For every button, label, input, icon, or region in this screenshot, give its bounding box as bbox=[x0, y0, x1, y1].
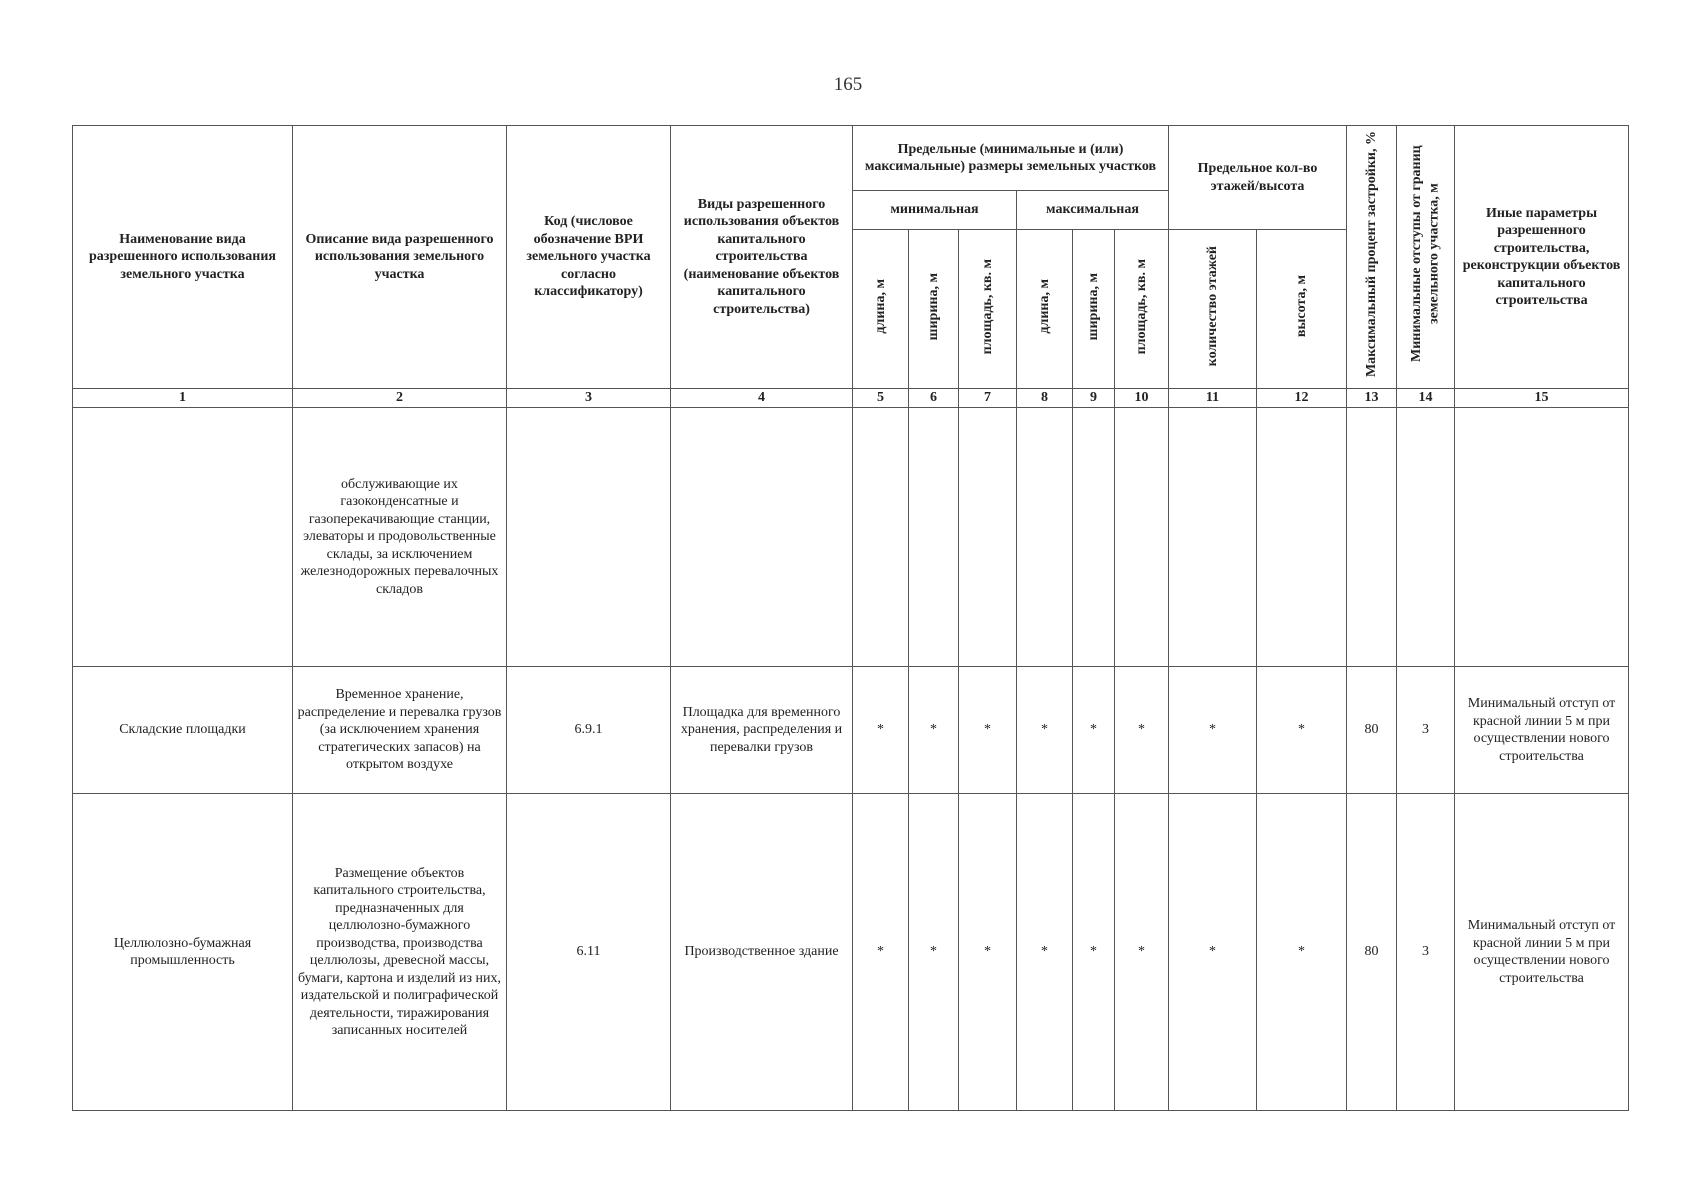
col-num: 14 bbox=[1397, 389, 1455, 408]
cell-oks: Площадка для временного хранения, распределения и перевалки грузов bbox=[671, 667, 853, 794]
cell-min-area: * bbox=[959, 667, 1017, 794]
cell-max-width bbox=[1073, 408, 1115, 667]
cell-coverage bbox=[1347, 408, 1397, 667]
header-min-setbacks: Минимальные отступы от границ земельного участка, м bbox=[1397, 126, 1455, 389]
cell-name bbox=[73, 408, 293, 667]
cell-height: * bbox=[1257, 667, 1347, 794]
table-row bbox=[73, 408, 1629, 667]
header-min-length: длина, м bbox=[853, 230, 909, 389]
cell-description: Размещение объектов капитального строительства, предназначенных для целлюлозно-бумажного производства, производства целлюлозы, древесной массы, бумаги, картона и изделий из них, издательской и полиграфической деятельности, тиражирования записанных носителей bbox=[293, 794, 507, 1111]
cell-min-width: * bbox=[909, 794, 959, 1111]
cell-min-area: * bbox=[959, 794, 1017, 1111]
cell-max-area: * bbox=[1115, 794, 1169, 1111]
cell-min-length: * bbox=[853, 794, 909, 1111]
header-minimum: минимальная bbox=[853, 191, 1017, 230]
col-num: 7 bbox=[959, 389, 1017, 408]
cell-floors bbox=[1169, 408, 1257, 667]
col-num: 9 bbox=[1073, 389, 1115, 408]
header-row-1 bbox=[73, 126, 1629, 191]
cell-min-area bbox=[959, 408, 1017, 667]
cell-max-width: * bbox=[1073, 794, 1115, 1111]
cell-height bbox=[1257, 408, 1347, 667]
header-plot-sizes: Предельные (минимальные и (или) максимальные) размеры земельных участков bbox=[853, 126, 1169, 191]
col-num: 2 bbox=[293, 389, 507, 408]
cell-setback: 3 bbox=[1397, 794, 1455, 1111]
header-maximum: максимальная bbox=[1017, 191, 1169, 230]
cell-other: Минимальный отступ от красной линии 5 м при осуществлении нового строительства bbox=[1455, 794, 1629, 1111]
cell-max-length: * bbox=[1017, 794, 1073, 1111]
cell-code: 6.9.1 bbox=[507, 667, 671, 794]
cell-description: Временное хранение, распределение и перевалка грузов (за исключением хранения стратегических запасов) на открытом воздухе bbox=[293, 667, 507, 794]
header-description: Описание вида разрешенного использования земельного участка bbox=[293, 126, 507, 389]
col-num: 6 bbox=[909, 389, 959, 408]
cell-code bbox=[507, 408, 671, 667]
col-num: 8 bbox=[1017, 389, 1073, 408]
table-row bbox=[73, 667, 1629, 794]
cell-name: Целлюлозно-бумажная промышленность bbox=[73, 794, 293, 1111]
header-code: Код (числовое обозначение ВРИ земельного участка согласно классификатору) bbox=[507, 126, 671, 389]
cell-name: Складские площадки bbox=[73, 667, 293, 794]
header-oks-types: Виды разрешенного использования объектов капитального строительства (наименование объектов капитального строительства) bbox=[671, 126, 853, 389]
cell-oks bbox=[671, 408, 853, 667]
header-floors-height: Предельное кол-во этажей/высота bbox=[1169, 126, 1347, 230]
cell-min-length: * bbox=[853, 667, 909, 794]
col-num: 4 bbox=[671, 389, 853, 408]
col-num: 3 bbox=[507, 389, 671, 408]
header-other-params: Иные параметры разрешенного строительства, реконструкции объектов капитального строительства bbox=[1455, 126, 1629, 389]
cell-setback: 3 bbox=[1397, 667, 1455, 794]
cell-other: Минимальный отступ от красной линии 5 м при осуществлении нового строительства bbox=[1455, 667, 1629, 794]
cell-coverage: 80 bbox=[1347, 667, 1397, 794]
cell-coverage: 80 bbox=[1347, 794, 1397, 1111]
header-max-coverage: Максимальный процент застройки, % bbox=[1347, 126, 1397, 389]
header-max-width: ширина, м bbox=[1073, 230, 1115, 389]
cell-max-area: * bbox=[1115, 667, 1169, 794]
col-num: 10 bbox=[1115, 389, 1169, 408]
cell-max-area bbox=[1115, 408, 1169, 667]
col-num: 15 bbox=[1455, 389, 1629, 408]
header-max-area: площадь, кв. м bbox=[1115, 230, 1169, 389]
cell-max-length: * bbox=[1017, 667, 1073, 794]
col-num: 13 bbox=[1347, 389, 1397, 408]
cell-height: * bbox=[1257, 794, 1347, 1111]
cell-max-length bbox=[1017, 408, 1073, 667]
land-use-regulations-table bbox=[72, 125, 1629, 1111]
cell-code: 6.11 bbox=[507, 794, 671, 1111]
col-num: 1 bbox=[73, 389, 293, 408]
header-min-width: ширина, м bbox=[909, 230, 959, 389]
header-name: Наименование вида разрешенного использования земельного участка bbox=[73, 126, 293, 389]
cell-other bbox=[1455, 408, 1629, 667]
cell-floors: * bbox=[1169, 794, 1257, 1111]
col-num: 12 bbox=[1257, 389, 1347, 408]
col-num: 11 bbox=[1169, 389, 1257, 408]
cell-min-length bbox=[853, 408, 909, 667]
col-num: 5 bbox=[853, 389, 909, 408]
table-row bbox=[73, 794, 1629, 1111]
header-floor-count: количество этажей bbox=[1169, 230, 1257, 389]
cell-max-width: * bbox=[1073, 667, 1115, 794]
column-numbers-row bbox=[73, 389, 1629, 408]
cell-min-width: * bbox=[909, 667, 959, 794]
page-number: 165 bbox=[833, 74, 863, 95]
cell-description: обслуживающие их газоконденсатные и газоперекачивающие станции, элеваторы и продовольственные склады, за исключением железнодорожных перевалочных складов bbox=[293, 408, 507, 667]
cell-min-width bbox=[909, 408, 959, 667]
cell-oks: Производственное здание bbox=[671, 794, 853, 1111]
cell-floors: * bbox=[1169, 667, 1257, 794]
header-max-length: длина, м bbox=[1017, 230, 1073, 389]
header-height: высота, м bbox=[1257, 230, 1347, 389]
header-min-area: площадь, кв. м bbox=[959, 230, 1017, 389]
cell-setback bbox=[1397, 408, 1455, 667]
